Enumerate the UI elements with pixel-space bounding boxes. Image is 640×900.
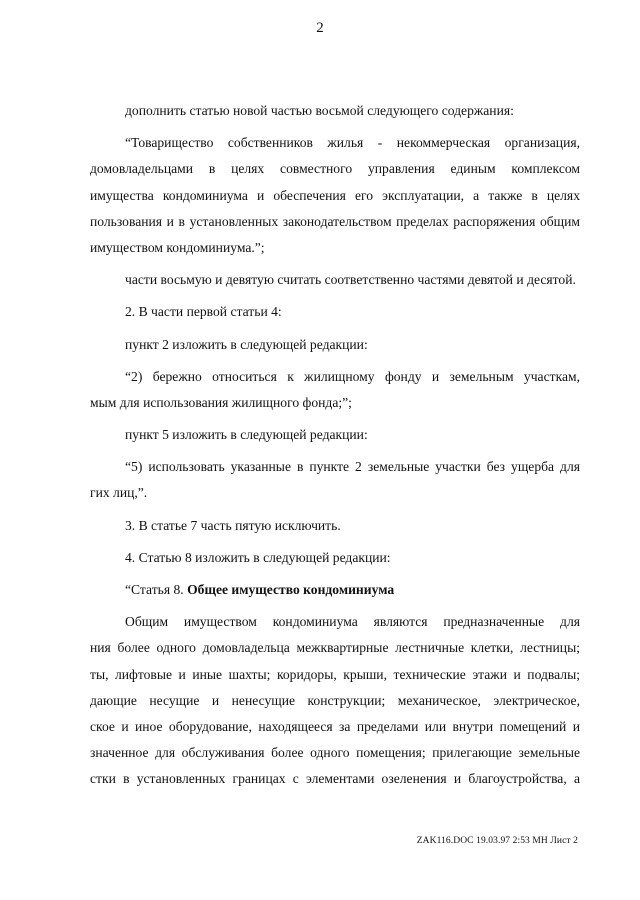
article-heading [90, 577, 580, 603]
article-heading-title: Общее имущество кондоминиума [187, 582, 395, 597]
text-line: имущества кондоминиума и обеспечения его эксплуатации, а также в целях [90, 187, 580, 203]
text-line: “2) бережно относиться к жилищному фонду и земельным участкам, [125, 368, 580, 384]
text-line: значенное для обслуживания более одного помещения; прилегающие земельные [90, 745, 580, 761]
text-line: мым для использования жилищного фонда;”; [90, 394, 352, 410]
text-line: “Товарищество собственников жилья - некоммерческая организация, [125, 135, 580, 151]
text-line: стки в установленных границах с элементами озеленения и благоустройства, а [90, 771, 580, 787]
text-line: дополнить статью новой частью восьмой следующего содержания: [125, 103, 514, 118]
text-line: пункт 5 изложить в следующей редакции: [125, 427, 368, 443]
text-line: домовладельцами в целях совместного управления единым комплексом [90, 161, 580, 177]
text-line: пользования и в установленных законодательством пределах распоряжения общим [90, 213, 580, 229]
article-heading-prefix: “Статья 8. [125, 582, 188, 597]
text-line: 2. В части первой статьи 4: [125, 304, 282, 320]
document-body [90, 98, 580, 793]
text-line: 3. В статье 7 часть пятую исключить. [125, 517, 341, 533]
text-line: ское и иное оборудование, находящееся за пределами или внутри помещений и [90, 718, 580, 734]
text-line: 4. Статью 8 изложить в следующей редакции: [125, 549, 391, 565]
text-line: гих лиц,”. [90, 485, 148, 501]
text-line: имуществом кондоминиума.”; [90, 239, 265, 255]
document-footer: ZAK116.DOC 19.03.97 2:53 МН Лист 2 [416, 836, 578, 846]
text-line: части восьмую и девятую считать соответственно частями девятой и десятой. [125, 272, 576, 288]
page-number: 2 [316, 20, 324, 36]
text-line: пункт 2 изложить в следующей редакции: [125, 336, 368, 352]
text-line: ния более одного домовладельца межквартирные лестничные клетки, лестницы; [90, 640, 580, 656]
text-line: ты, лифтовые и иные шахты; коридоры, крыши, технические этажи и подвалы; [90, 666, 580, 682]
text-line: Общим имуществом кондоминиума являются предназначенные для [125, 614, 580, 630]
text-line: “5) использовать указанные в пункте 2 земельные участки без ущерба для [125, 459, 580, 475]
text-line: дающие несущие и ненесущие конструкции; механическое, электрическое, [90, 692, 580, 708]
